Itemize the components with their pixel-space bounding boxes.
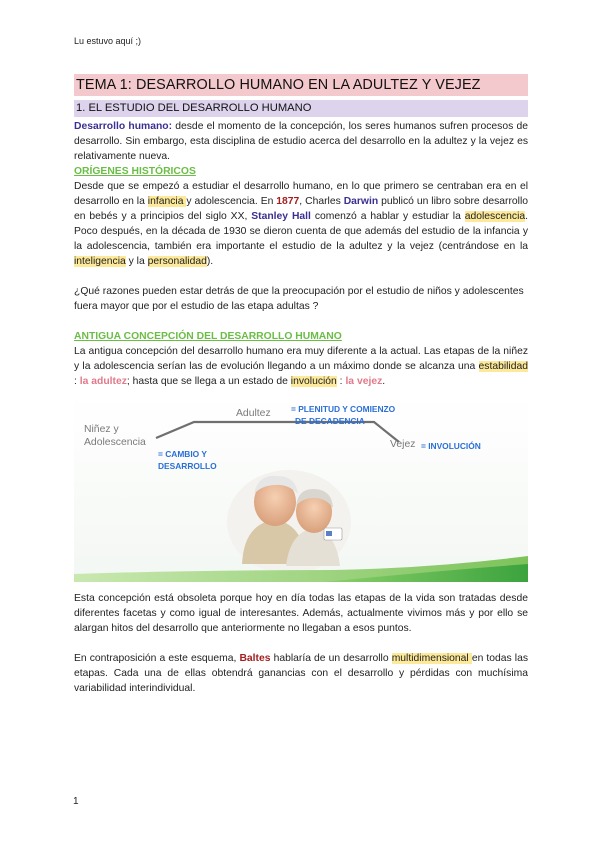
stage2-desc-line2: DE DECADENCIA	[295, 416, 365, 426]
obsolete-paragraph: Esta concepción está obsoleta porque hoy en día todas las etapas de la vida son tratadas desde diferentes facetas y como igual de interesantes. Además, actualmente vivimos más y por ello se alargan hitos del desarrollo que anteriormente no llegaban a esos puntos.	[74, 593, 528, 634]
text-run: La antigua concepción del desarrollo humano era muy diferente a la actual. Las etapas de la niñez y la adolescencia serían las de evolución llegando a un máximo donde se alcanza una	[74, 346, 528, 372]
text-run: comenzó a hablar y estudiar la	[310, 211, 465, 222]
page-number: 1	[73, 796, 79, 807]
baltes-paragraph	[74, 651, 528, 696]
term-desarrollo-humano: Desarrollo humano:	[74, 121, 173, 132]
text-run: ).	[206, 256, 214, 267]
text-run: ; hasta que se llega a un estado de	[126, 376, 291, 387]
text-run: hablaría de un desarrollo	[270, 653, 392, 664]
highlight-multidimensional: multidimensional	[391, 653, 472, 664]
title-bar	[74, 74, 528, 96]
section-heading: 1. EL ESTUDIO DEL DESARROLLO HUMANO	[76, 102, 312, 114]
elderly-couple-photo	[227, 470, 351, 574]
intro-paragraph	[74, 119, 528, 164]
text-run: :	[336, 376, 346, 387]
highlight-estabilidad: estabilidad	[478, 361, 528, 372]
text-run: .	[382, 376, 386, 387]
text-run: . Poco después, en la década de 1930 se dieron cuenta de que además del estudio de la infancia y la adolescencia, también era importante el estudio de la adultez y la vejez (centrándose en la	[74, 211, 529, 252]
section-heading-bar	[74, 100, 528, 117]
stage-adultez-label: Adultez	[236, 408, 271, 419]
term-vejez: la vejez	[345, 376, 383, 387]
text-run: y la	[125, 256, 148, 267]
origins-paragraph	[74, 179, 528, 269]
text-run: :	[74, 376, 80, 387]
ancient-heading: ANTIGUA CONCEPCIÓN DEL DESARROLLO HUMANO	[74, 331, 342, 342]
stage-adolescencia-label: Adolescencia	[84, 437, 146, 448]
term-adultez: la adultez	[79, 376, 127, 387]
question-paragraph: ¿Qué razones pueden estar detrás de que la preocupación por el estudio de niños y adolescentes fuera mayor que por el estudio de las etapa adultas ?	[74, 286, 524, 312]
document-body	[74, 74, 528, 696]
stage-vejez-label: Vejez	[390, 439, 416, 450]
name-darwin: Darwin	[343, 196, 379, 207]
highlight-infancia: infancia	[147, 196, 187, 207]
development-diagram	[74, 394, 528, 582]
stage1-desc-line1: = CAMBIO Y	[158, 449, 207, 459]
text-run: y adolescencia. En	[186, 196, 277, 207]
origins-heading: ORÍGENES HISTÓRICOS	[74, 166, 196, 177]
highlight-inteligencia: inteligencia	[74, 256, 126, 267]
highlight-personalidad: personalidad	[147, 256, 207, 267]
year-1877: 1877	[276, 196, 300, 207]
text-run: En contraposición a este esquema,	[74, 653, 240, 664]
text-run: publicó un libro sobre desarrollo en bebés y a principios del siglo XX,	[74, 196, 528, 222]
ancient-paragraph	[74, 344, 528, 389]
highlight-involucion: involución	[290, 376, 337, 387]
stage2-desc-line1: = PLENITUD Y COMIENZO	[291, 404, 396, 414]
stage3-desc: = INVOLUCIÓN	[421, 441, 481, 451]
page-title: TEMA 1: DESARROLLO HUMANO EN LA ADULTEZ Y VEJEZ	[76, 77, 481, 93]
name-baltes: Baltes	[239, 653, 271, 664]
header-note: Lu estuvo aquí ;)	[74, 36, 142, 46]
stage1-desc-line2: DESARROLLO	[158, 461, 217, 471]
name-stanley-hall: Stanley Hall	[251, 211, 311, 222]
intro-text: desde el momento de la concepción, los seres humanos sufren procesos de desarrollo. Sin embargo, esta disciplina de estudio acerca del desarrollo en la adultez y la vejez es relativamente nueva.	[74, 121, 528, 162]
highlight-adolescencia: adolescencia	[464, 211, 526, 222]
stage-ninez-label: Niñez y	[84, 424, 119, 435]
text-run: , Charles	[299, 196, 344, 207]
text-run: Desde que se empezó a estudiar el desarrollo humano, en lo que primero se centraban era en el desarrollo en la	[74, 181, 528, 207]
text-run: en todas las etapas. Cada una de ellas obtendrá ganancias con el desarrollo y pérdidas con muchísima variabilidad interindividual.	[74, 653, 528, 694]
